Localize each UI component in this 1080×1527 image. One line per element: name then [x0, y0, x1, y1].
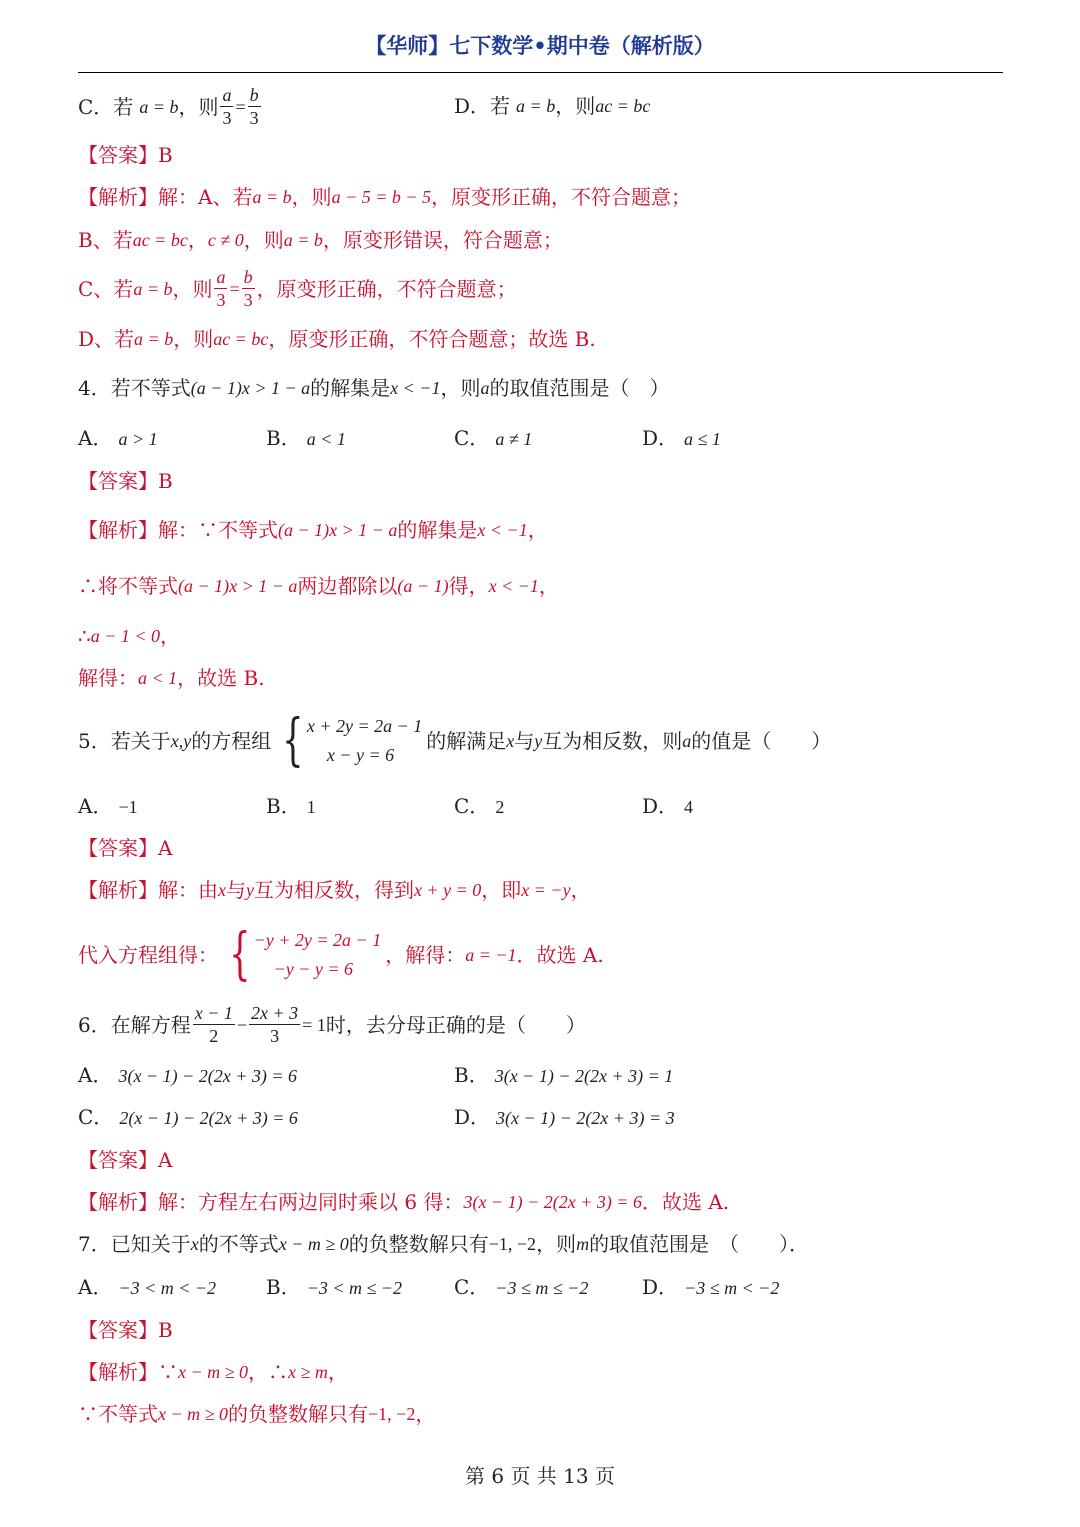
- q5-option-c: C． 2: [454, 794, 505, 818]
- q6-answer: 【答案】A: [78, 1148, 173, 1172]
- q5-explanation-line-1: 【解析】解：由 x 与 y 互为相反数，得到 x + y = 0 ，即 x = −y ，: [78, 878, 591, 902]
- q6-option-b: B． 3(x − 1) − 2(2x + 3) = 1: [454, 1063, 674, 1087]
- q6-option-c: C． 2(x − 1) − 2(2x + 3) = 6: [78, 1105, 298, 1129]
- q4-option-b: B． a < 1: [266, 426, 346, 450]
- q4-explanation-line-1: 【解析】解：∵不等式 (a − 1)x > 1 − a 的解集是 x < −1 ，: [78, 518, 548, 542]
- q3-explanation-line-3: C、若 a = b ，则 $\frac{a}{3}$ = $\frac{b}{3}$ ，原变形正确，不符合题意；: [78, 267, 517, 310]
- q4-option-c: C． a ≠ 1: [454, 426, 533, 450]
- q3-explanation-line-1: 【解析】解：A、若 a = b ，则 a − 5 = b − 5 ，原变形正确，不符合题意；: [78, 185, 692, 209]
- q3-option-d: D．若 a = b ，则 ac = bc: [454, 94, 651, 118]
- page-footer: 第 6 页 共 13 页: [465, 1464, 615, 1488]
- q5-option-b: B． 1: [266, 794, 316, 818]
- q5-stem: 5．若关于 x,y 的方程组 { x + 2y = 2a − 1 x − y = 6 的解满足 x 与 y 互为相反数，则 a 的值是（ ）: [78, 708, 832, 773]
- q7-option-c: C． −3 ≤ m ≤ −2: [454, 1275, 589, 1299]
- q4-stem: 4．若不等式 (a − 1)x > 1 − a 的解集是 x < −1 ，则 a 的取值范围是（ ）: [78, 376, 670, 400]
- q4-explanation-line-2: ∴将不等式 (a − 1)x > 1 − a 两边都除以 (a − 1) 得， x < −1 ，: [78, 574, 559, 598]
- q7-explanation-line-2: ∵不等式 x − m ≥ 0 的负整数解只有 −1, −2 ，: [78, 1402, 436, 1426]
- q3-explanation-line-4: D、若 a = b ，则 ac = bc ，原变形正确，不符合题意；故选 B.: [78, 327, 596, 351]
- q5-option-d: D． 4: [642, 794, 694, 818]
- q4-explanation-line-4: 解得： a < 1 ，故选 B.: [78, 666, 265, 690]
- q7-explanation-line-1: 【解析】∵ x − m ≥ 0 ，∴ x ≥ m ，: [78, 1360, 348, 1384]
- q7-option-b: B． −3 < m ≤ −2: [266, 1275, 403, 1299]
- q7-option-a: A． −3 < m < −2: [78, 1275, 217, 1299]
- q3-option-c: C．若 a = b ，则 $\frac{a}{3}$ = $\frac{b}{3}$: [78, 85, 259, 128]
- q7-answer: 【答案】B: [78, 1318, 173, 1342]
- q3-answer: 【答案】B: [78, 143, 173, 167]
- header-divider: [78, 72, 1003, 73]
- q4-option-a: A． a > 1: [78, 426, 158, 450]
- q5-option-a: A． −1: [78, 794, 138, 818]
- q5-equation-system: { x + 2y = 2a − 1 x − y = 6: [282, 708, 423, 773]
- q5-answer: 【答案】A: [78, 836, 173, 860]
- q4-explanation-line-3: ∴ a − 1 < 0 ，: [78, 624, 181, 648]
- q4-option-d: D． a ≤ 1: [642, 426, 721, 450]
- q6-stem: 6．在解方程 $\frac{x - 1}{2}$ − $\frac{2x + 3}{3}$ = 1 时，去分母正确的是（ ）: [78, 1003, 586, 1046]
- q6-option-d: D． 3(x − 1) − 2(2x + 3) = 3: [454, 1105, 675, 1129]
- q6-explanation: 【解析】解：方程左右两边同时乘以 6 得： 3(x − 1) − 2(2x + 3) = 6 ．故选 A.: [78, 1190, 730, 1214]
- q6-option-a: A． 3(x − 1) − 2(2x + 3) = 6: [78, 1063, 297, 1087]
- q5-explanation-line-2: 代入方程组得： { −y + 2y = 2a − 1 −y − y = 6 ，解得： a = −1 ．故选 A.: [78, 922, 604, 987]
- page-header: 【华师】七下数学•期中卷（解析版）: [365, 34, 715, 58]
- q7-option-d: D． −3 ≤ m < −2: [642, 1275, 780, 1299]
- q3-explanation-line-2: B、若 ac = bc ， c ≠ 0 ，则 a = b ，原变形错误，符合题意；: [78, 228, 563, 252]
- q7-stem: 7．已知关于 x 的不等式 x − m ≥ 0 的负整数解只有 −1, −2 ，则 m 的取值范围是 （ ）．: [78, 1232, 810, 1256]
- q4-answer: 【答案】B: [78, 469, 173, 493]
- q5-substituted-system: { −y + 2y = 2a − 1 −y − y = 6: [229, 922, 382, 987]
